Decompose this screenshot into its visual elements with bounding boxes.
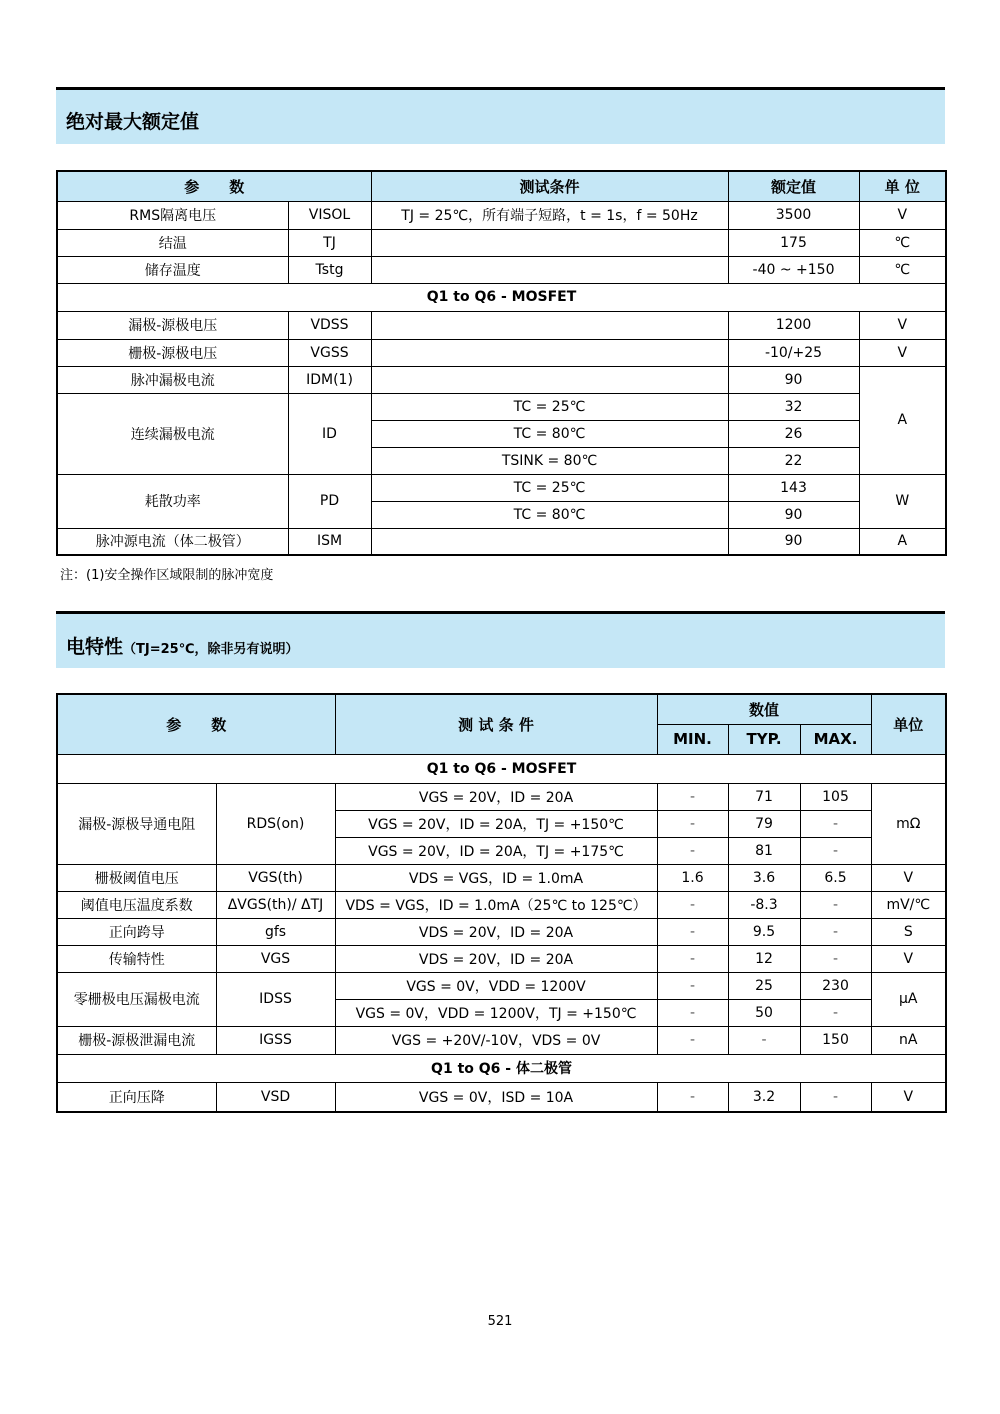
param-value: 90	[728, 528, 859, 555]
elec-char-condition: （TJ=25℃，除非另有说明）	[123, 642, 299, 657]
param-typ: 3.6	[728, 864, 800, 891]
param-condition: TC = 80℃	[371, 501, 728, 528]
group-label: Q1 to Q6 - MOSFET	[57, 754, 946, 783]
param-min: -	[657, 837, 728, 864]
group-label: Q1 to Q6 - MOSFET	[57, 283, 946, 311]
header-unit: 单位	[871, 694, 946, 754]
param-typ: 12	[728, 945, 800, 972]
param-name: 栅极阈值电压	[57, 864, 216, 891]
param-symbol: VGSS	[288, 339, 371, 366]
param-max: 230	[800, 972, 871, 999]
param-max: 105	[800, 783, 871, 810]
param-symbol: IDSS	[216, 972, 335, 1026]
param-condition: VGS = 0V，ISD = 10A	[335, 1082, 657, 1112]
param-value: -40 ~ +150	[728, 256, 859, 283]
table-row	[57, 393, 946, 420]
param-min: -	[657, 1026, 728, 1054]
param-min: -	[657, 999, 728, 1026]
param-min: -	[657, 945, 728, 972]
param-name: 漏极-源极电压	[57, 311, 288, 339]
abs-max-header	[56, 87, 945, 144]
param-name: 结温	[57, 229, 288, 256]
param-max: -	[800, 891, 871, 918]
param-typ: 71	[728, 783, 800, 810]
param-symbol: gfs	[216, 918, 335, 945]
param-max: 150	[800, 1026, 871, 1054]
param-condition	[371, 229, 728, 256]
param-max: -	[800, 810, 871, 837]
param-symbol: IGSS	[216, 1026, 335, 1054]
param-min: -	[657, 783, 728, 810]
param-symbol: IDM(1)	[288, 366, 371, 393]
header-unit: 单 位	[859, 171, 946, 201]
param-condition: VDS = VGS，ID = 1.0mA（25℃ to 125℃）	[335, 891, 657, 918]
abs-max-title: 绝对最大额定值	[66, 111, 200, 133]
param-unit: W	[859, 474, 946, 528]
param-value: -10/+25	[728, 339, 859, 366]
param-condition: TSINK = 80℃	[371, 447, 728, 474]
param-symbol: VISOL	[288, 201, 371, 229]
param-symbol: ΔVGS(th)/ ΔTJ	[216, 891, 335, 918]
abs-max-table	[56, 170, 947, 556]
param-symbol: RDS(on)	[216, 783, 335, 864]
table-row	[57, 945, 946, 972]
param-name: 储存温度	[57, 256, 288, 283]
param-typ: 25	[728, 972, 800, 999]
param-value: 1200	[728, 311, 859, 339]
header-max: MAX.	[800, 724, 871, 754]
param-unit: V	[859, 339, 946, 366]
param-unit: V	[859, 201, 946, 229]
param-name: 正向压降	[57, 1082, 216, 1112]
elec-char-title: 电特性	[66, 636, 124, 658]
header-value: 数值	[657, 694, 871, 724]
param-condition: VGS = 0V，VDD = 1200V	[335, 972, 657, 999]
table-row	[57, 528, 946, 555]
param-symbol: VSD	[216, 1082, 335, 1112]
param-name: 传输特性	[57, 945, 216, 972]
param-symbol: Tstg	[288, 256, 371, 283]
param-name: 栅极-源极电压	[57, 339, 288, 366]
param-max: 6.5	[800, 864, 871, 891]
param-unit: V	[871, 1082, 946, 1112]
param-min: -	[657, 918, 728, 945]
param-condition	[371, 311, 728, 339]
table-row	[57, 918, 946, 945]
table-row	[57, 311, 946, 339]
elec-char-header	[56, 611, 945, 668]
param-condition: VGS = 20V，ID = 20A，TJ = +150℃	[335, 810, 657, 837]
param-symbol: TJ	[288, 229, 371, 256]
param-typ: 79	[728, 810, 800, 837]
elec-char-title-wrap	[66, 632, 298, 659]
group-row	[57, 283, 946, 311]
param-condition	[371, 528, 728, 555]
page-number: 521	[487, 1314, 513, 1329]
param-unit: V	[871, 864, 946, 891]
param-symbol: PD	[288, 474, 371, 528]
param-max: -	[800, 837, 871, 864]
param-unit: mΩ	[871, 783, 946, 864]
param-value: 175	[728, 229, 859, 256]
table-row	[57, 1026, 946, 1054]
param-symbol: VGS	[216, 945, 335, 972]
param-unit: S	[871, 918, 946, 945]
param-value: 26	[728, 420, 859, 447]
table-header-row	[57, 171, 946, 201]
param-max: -	[800, 945, 871, 972]
param-condition	[371, 366, 728, 393]
param-condition: TC = 25℃	[371, 393, 728, 420]
param-condition: VGS = +20V/-10V，VDS = 0V	[335, 1026, 657, 1054]
param-max: -	[800, 1082, 871, 1112]
table-row	[57, 256, 946, 283]
header-min: MIN.	[657, 724, 728, 754]
param-condition: VDS = 20V，ID = 20A	[335, 945, 657, 972]
param-value: 32	[728, 393, 859, 420]
param-typ: 81	[728, 837, 800, 864]
table-row	[57, 201, 946, 229]
group-row	[57, 1054, 946, 1082]
param-condition: TC = 25℃	[371, 474, 728, 501]
param-min: -	[657, 891, 728, 918]
table-row	[57, 339, 946, 366]
param-name: 阈值电压温度系数	[57, 891, 216, 918]
param-name: 脉冲漏极电流	[57, 366, 288, 393]
table-row	[57, 1082, 946, 1112]
header-typ: TYP.	[728, 724, 800, 754]
param-condition: VDS = 20V，ID = 20A	[335, 918, 657, 945]
param-condition: VGS = 0V，VDD = 1200V，TJ = +150℃	[335, 999, 657, 1026]
header-param: 参 数	[57, 694, 335, 754]
table-row	[57, 972, 946, 999]
param-unit: nA	[871, 1026, 946, 1054]
table-row	[57, 864, 946, 891]
param-max: -	[800, 918, 871, 945]
param-condition: TJ = 25℃，所有端子短路，t = 1s，f = 50Hz	[371, 201, 728, 229]
param-name: 栅极-源极泄漏电流	[57, 1026, 216, 1054]
param-unit: A	[859, 528, 946, 555]
param-min: -	[657, 972, 728, 999]
param-symbol: ISM	[288, 528, 371, 555]
group-row	[57, 754, 946, 783]
param-name: RMS隔离电压	[57, 201, 288, 229]
table-row	[57, 229, 946, 256]
param-symbol: ID	[288, 393, 371, 474]
param-condition: TC = 80℃	[371, 420, 728, 447]
param-name: 连续漏极电流	[57, 393, 288, 474]
param-unit: V	[859, 311, 946, 339]
param-value: 90	[728, 366, 859, 393]
header-cond: 测 试 条 件	[335, 694, 657, 754]
param-typ: -	[728, 1026, 800, 1054]
param-condition	[371, 339, 728, 366]
param-unit: μA	[871, 972, 946, 1026]
param-condition	[371, 256, 728, 283]
param-condition: VGS = 20V，ID = 20A，TJ = +175℃	[335, 837, 657, 864]
param-unit: V	[871, 945, 946, 972]
param-condition: VDS = VGS，ID = 1.0mA	[335, 864, 657, 891]
param-typ: 3.2	[728, 1082, 800, 1112]
param-name: 耗散功率	[57, 474, 288, 528]
elec-char-table	[56, 693, 947, 1113]
param-min: -	[657, 810, 728, 837]
param-symbol: VDSS	[288, 311, 371, 339]
param-typ: 50	[728, 999, 800, 1026]
table-row	[57, 474, 946, 501]
param-value: 22	[728, 447, 859, 474]
table-row	[57, 366, 946, 393]
param-unit: ℃	[859, 256, 946, 283]
param-value: 90	[728, 501, 859, 528]
header-param: 参 数	[57, 171, 371, 201]
table-header-row	[57, 694, 946, 724]
param-value: 143	[728, 474, 859, 501]
param-max: -	[800, 999, 871, 1026]
table-row	[57, 783, 946, 810]
param-min: 1.6	[657, 864, 728, 891]
header-cond: 测试条件	[371, 171, 728, 201]
param-value: 3500	[728, 201, 859, 229]
header-rating: 额定值	[728, 171, 859, 201]
param-name: 漏极-源极导通电阻	[57, 783, 216, 864]
param-name: 脉冲源电流（体二极管）	[57, 528, 288, 555]
param-typ: 9.5	[728, 918, 800, 945]
param-name: 正向跨导	[57, 918, 216, 945]
param-typ: -8.3	[728, 891, 800, 918]
param-unit: mV/℃	[871, 891, 946, 918]
param-unit: A	[859, 366, 946, 474]
param-symbol: VGS(th)	[216, 864, 335, 891]
param-min: -	[657, 1082, 728, 1112]
param-name: 零栅极电压漏极电流	[57, 972, 216, 1026]
param-condition: VGS = 20V，ID = 20A	[335, 783, 657, 810]
param-unit: ℃	[859, 229, 946, 256]
table-row	[57, 891, 946, 918]
group-label: Q1 to Q6 - 体二极管	[57, 1054, 946, 1082]
footnote: 注：(1)安全操作区域限制的脉冲宽度	[60, 568, 274, 583]
